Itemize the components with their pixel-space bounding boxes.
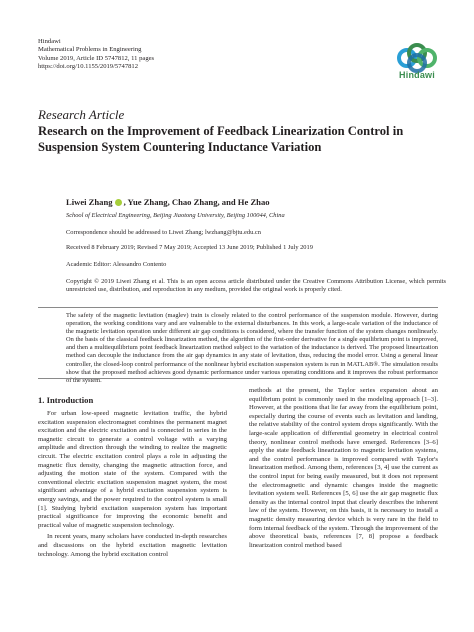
orcid-icon[interactable] <box>115 199 122 206</box>
section-heading: 1. Introduction <box>38 395 94 405</box>
other-authors: , Yue Zhang, Chao Zhang, and He Zhao <box>123 197 270 207</box>
journal-name: Mathematical Problems in Engineering <box>38 46 142 54</box>
doi-link[interactable]: https://doi.org/10.1155/2019/5747812 <box>38 63 139 71</box>
left-column <box>38 410 227 559</box>
copyright-notice: Copyright © 2019 Liwei Zhang et al. This is an open access article distributed under the Creative Commons Attribution License, which permits unrestricted use, distribution, and reproduction in any medium, provided the original work is properly cited. <box>66 278 446 293</box>
academic-editor: Academic Editor: Alessandro Contento <box>66 261 167 268</box>
article-title: Research on the Improvement of Feedback Linearization Control in Suspension System Countering Inductance Variation <box>38 124 404 154</box>
first-author[interactable]: Liwei Zhang <box>66 197 113 207</box>
article-type: Research Article <box>38 107 125 122</box>
correspondence: Correspondence should be addressed to Liwei Zhang; lwzhang@bjtu.edu.cn <box>66 229 261 236</box>
abstract-bottom-divider <box>38 378 438 379</box>
paragraph: methods at the present, the Taylor series expansion about an equilibrium point is commonly used in the modeling approach [1–3]. However, at the positions that lie far away from the equilibrium point, especially during the course of events such as levitation and landing, the relative stability of the control system drops significantly. With the large-scale application of differential geometry in electrical control theory, nonlinear control methods have emerged. References [3–6] apply the state feedback linearization to magnetic levitation systems, and the control performance is improved compared with Taylor's linearization method. Among them, references [3, 4] use the current as the control input for being easily measured, but it does not represent the electromagnetic and dynamic changes inside the magnetic levitation system well. References [5, 6] use the air gap magnetic flux density as the internal control input that clearly describes the inherent law of the system. However, on this basis, it is necessary to install a magnetic density measuring device which is very rare in the field to form internal feedback of the system. Through the improvement of the above theoretical basis, references [7, 8] propose a feedback linearization control method based <box>249 387 438 549</box>
affiliation: School of Electrical Engineering, Beijing Jiaotong University, Beijing 100044, China <box>66 212 285 219</box>
right-column <box>249 387 438 550</box>
publisher-name: Hindawi <box>38 38 61 45</box>
abstract-top-divider <box>38 307 438 308</box>
paragraph: For urban low-speed magnetic levitation traffic, the hybrid excitation suspension electromagnet combines the permanent magnet excitation and the electric excitation and is connected in series in the magnetic circuit to generate a control voltage with a varying amplitude and direction through the winding to realize the magnetic circuit. The electric excitation control plays a role in adjusting the magnetic flux density, changing the magnetic attraction force, and adjusting the motion state of the system. Compared with the conventional electric excitation suspension magnet system, the most significant advantage of a hybrid excitation suspension system is energy savings, and the power required to the control system is small [1]. Studying hybrid excitation suspension system has important practical significance for improving the economic benefit and practical value of magnetic suspension technology. <box>38 410 227 529</box>
publication-dates: Received 8 February 2019; Revised 7 May 2019; Accepted 13 June 2019; Published 1 July 2019 <box>66 244 313 251</box>
journal-header <box>38 38 154 72</box>
hindawi-logo-text: Hindawi <box>399 70 435 80</box>
volume-line: Volume 2019, Article ID 5747812, 11 pages <box>38 54 155 62</box>
author-list <box>66 197 270 207</box>
paragraph: In recent years, many scholars have conducted in-depth researches and discussions on the hybrid excitation magnetic levitation technology. Among the hybrid excitation control <box>38 533 227 558</box>
abstract: The safety of the magnetic levitation (maglev) train is closely related to the control performance of the suspension module. However, during operation, the working conditions vary and are vulnerable to the external disturbances. In this work, a large-scale variation of the inductance of the magnetic levitation operation under different air gap conditions is considered, where the transfer function of the system changes nonlinearly. On the basis of the classical feedback linearization method, the algorithm of the first-order derivative for a single equilibrium point is improved, and then a multiequilibrium point feedback linearization method subject to the variation of the inductance is derived. The proposed linearization method can decouple the inductance from the air gap dynamics in any state of levitation, thus, reducing the model error. Using a general linear controller, the closed-loop control performance of the nonlinear hybrid excitation suspension system is run in MATLAB®. The simulation results show that the proposed method achieves good dynamic performance under various operating conditions and it improves the robust performance of the system. <box>66 312 438 384</box>
